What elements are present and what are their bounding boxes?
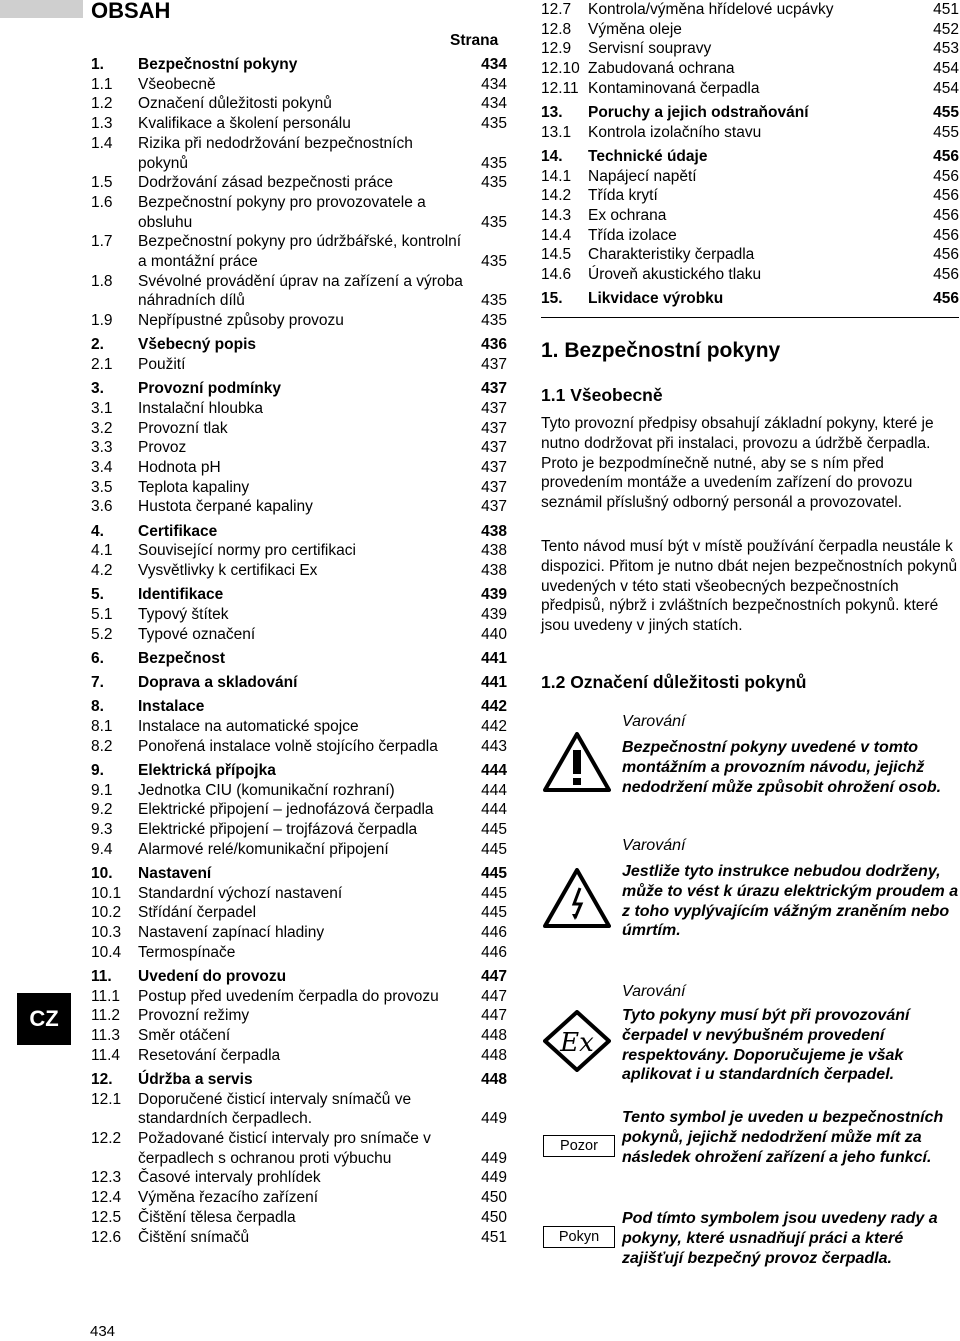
toc-entry-number: 12.11 bbox=[541, 79, 579, 97]
toc-entry-number: 3. bbox=[91, 380, 104, 398]
toc-entry-number: 8.2 bbox=[91, 737, 113, 755]
toc-entry-title: Poruchy a jejich odstraňování bbox=[588, 104, 809, 122]
toc-entry[interactable] bbox=[91, 458, 507, 478]
toc-entry[interactable] bbox=[91, 737, 507, 757]
toc-entry[interactable] bbox=[541, 79, 959, 99]
toc-entry-page: 444 bbox=[481, 781, 507, 799]
toc-left-column bbox=[91, 55, 507, 1247]
warning-text-1: Bezpečnostní pokyny uvedené v tomto montážním a provozním návodu, jejichž nedodržení může způsobit ohrožení osob. bbox=[622, 739, 942, 796]
toc-entry-page: 435 bbox=[481, 115, 507, 133]
toc-entry-number: 3.3 bbox=[91, 439, 113, 457]
toc-entry-number: 10.3 bbox=[91, 924, 122, 942]
toc-entry[interactable] bbox=[91, 94, 507, 114]
toc-entry-title: Směr otáčení bbox=[138, 1027, 231, 1045]
toc-entry-page: 435 bbox=[481, 253, 507, 271]
toc-entry-number: 12.1 bbox=[91, 1090, 122, 1108]
pokyn-note-text: Pod tímto symbolem jsou uvedeny rady a pokyny, které usnadňují práci a které zajišťují bezpečný provoz čerpadla. bbox=[622, 1210, 938, 1267]
toc-entry[interactable] bbox=[541, 167, 959, 187]
toc-entry-number: 11.3 bbox=[91, 1027, 121, 1045]
toc-entry[interactable] bbox=[541, 226, 959, 246]
toc-entry[interactable] bbox=[91, 311, 507, 331]
toc-entry-page: 456 bbox=[933, 290, 959, 308]
toc-entry[interactable] bbox=[91, 193, 507, 232]
toc-title: OBSAH bbox=[91, 0, 171, 23]
toc-entry-title: Třída izolace bbox=[588, 226, 677, 244]
toc-entry-title: Kontrola izolačního stavu bbox=[588, 123, 762, 141]
toc-entry[interactable] bbox=[91, 419, 507, 439]
toc-entry-title: Hodnota pH bbox=[138, 459, 221, 477]
toc-entry[interactable] bbox=[91, 761, 507, 781]
toc-entry-number: 4.1 bbox=[91, 542, 113, 560]
toc-entry-page: 445 bbox=[481, 821, 507, 839]
toc-entry-title: Provozní režimy bbox=[138, 1007, 250, 1025]
toc-entry-page: 456 bbox=[933, 147, 959, 165]
toc-entry-page: 441 bbox=[481, 674, 507, 692]
toc-entry-title: Standardní výchozí nastavení bbox=[138, 884, 343, 902]
toc-entry-page: 443 bbox=[481, 737, 507, 755]
toc-entry[interactable] bbox=[541, 147, 959, 167]
toc-entry[interactable] bbox=[541, 103, 959, 123]
toc-entry-page: 445 bbox=[481, 884, 507, 902]
toc-entry-page: 450 bbox=[481, 1208, 507, 1226]
warning-label-2: Varování bbox=[622, 837, 686, 854]
toc-entry-number: 3.2 bbox=[91, 419, 113, 437]
toc-entry-number: 1.6 bbox=[91, 193, 113, 211]
toc-entry-title: Výměna oleje bbox=[588, 20, 682, 38]
toc-entry-page: 448 bbox=[481, 1027, 507, 1045]
toc-entry-page: 439 bbox=[481, 586, 507, 604]
toc-entry-number: 14.1 bbox=[541, 167, 572, 185]
toc-entry[interactable] bbox=[91, 1046, 507, 1066]
toc-entry-number: 12.5 bbox=[91, 1208, 122, 1226]
toc-entry[interactable] bbox=[91, 1026, 507, 1046]
toc-entry-page: 445 bbox=[481, 904, 507, 922]
toc-entry-number: 7. bbox=[91, 674, 104, 692]
toc-entry-page: 437 bbox=[481, 380, 507, 398]
toc-entry-title: Kvalifikace a školení personálu bbox=[138, 115, 351, 133]
toc-entry-page: 450 bbox=[481, 1189, 507, 1207]
toc-entry[interactable] bbox=[91, 987, 507, 1007]
toc-entry-number: 1.3 bbox=[91, 115, 113, 133]
ex-symbol-icon bbox=[543, 1010, 611, 1077]
toc-entry-title: Čištění snímačů bbox=[138, 1228, 250, 1246]
toc-entry-number: 3.5 bbox=[91, 478, 113, 496]
toc-entry[interactable] bbox=[91, 1228, 507, 1248]
toc-entry-number: 9.2 bbox=[91, 801, 113, 819]
toc-entry-title: Nepřípustné způsoby provozu bbox=[138, 312, 344, 330]
toc-entry-page: 434 bbox=[481, 56, 507, 73]
toc-entry[interactable] bbox=[91, 379, 507, 399]
toc-entry-number: 9.3 bbox=[91, 821, 113, 839]
toc-entry-title: Instalační hloubka bbox=[138, 399, 263, 417]
toc-entry-title: Jednotka CIU (komunikační rozhraní) bbox=[138, 781, 395, 799]
toc-entry-number: 10. bbox=[91, 864, 113, 882]
toc-entry-title: Všeobecně bbox=[138, 75, 216, 93]
toc-entry-page: 447 bbox=[481, 1007, 507, 1025]
toc-entry[interactable] bbox=[91, 335, 507, 355]
toc-entry-title: Bezpečnostní pokyny bbox=[138, 56, 298, 73]
toc-entry-number: 11.4 bbox=[91, 1046, 121, 1064]
toc-entry-page: 445 bbox=[481, 840, 507, 858]
toc-entry[interactable] bbox=[91, 1188, 507, 1208]
toc-entry[interactable] bbox=[91, 75, 507, 95]
toc-entry-title: Instalace bbox=[138, 698, 205, 716]
toc-entry-number: 12. bbox=[91, 1070, 113, 1088]
toc-entry[interactable] bbox=[91, 717, 507, 737]
toc-entry-page: 444 bbox=[481, 801, 507, 819]
toc-entry-page: 435 bbox=[481, 154, 507, 172]
toc-entry-title: Nastavení bbox=[138, 864, 212, 882]
toc-entry-title: Uvedení do provozu bbox=[138, 967, 287, 985]
pozor-symbol-box: Pozor bbox=[543, 1135, 615, 1157]
toc-entry-title: Čištění tělesa čerpadla bbox=[138, 1208, 296, 1226]
toc-entry-title: Instalace na automatické spojce bbox=[138, 718, 359, 735]
toc-entry[interactable] bbox=[91, 272, 507, 311]
toc-entry-title: Doporučené čisticí intervaly snímačů ve standardních čerpadlech. bbox=[138, 1090, 412, 1128]
toc-entry-page: 437 bbox=[481, 459, 507, 477]
toc-entry-number: 13.1 bbox=[541, 123, 572, 141]
toc-entry[interactable] bbox=[541, 123, 959, 143]
toc-entry-page: 446 bbox=[481, 924, 507, 942]
toc-entry[interactable] bbox=[541, 245, 959, 265]
toc-entry-title: Doprava a skladování bbox=[138, 674, 298, 692]
toc-entry[interactable] bbox=[91, 820, 507, 840]
toc-entry-page: 452 bbox=[933, 20, 959, 38]
toc-entry[interactable] bbox=[91, 864, 507, 884]
toc-entry-page: 434 bbox=[481, 75, 507, 93]
toc-entry[interactable] bbox=[91, 561, 507, 581]
toc-entry[interactable] bbox=[91, 625, 507, 645]
toc-right-column bbox=[541, 0, 959, 309]
toc-entry-page: 456 bbox=[933, 226, 959, 244]
general-paragraph-1: Tyto provozní předpisy obsahují základní pokyny, které je nutno dodržovat při instalaci, provozu a údržbě čerpadla. Proto je bezpodmínečně nutné, aby se s ním před provedením montáže a uvedením zařízení do provozu seznámil příslušný odborný personál a provozovatel. bbox=[541, 415, 934, 512]
toc-entry-number: 9. bbox=[91, 761, 104, 779]
toc-entry-page: 440 bbox=[481, 625, 507, 643]
toc-entry-number: 8. bbox=[91, 698, 104, 716]
toc-entry-title: Elektrická přípojka bbox=[138, 761, 276, 779]
toc-entry-page: 444 bbox=[481, 761, 507, 779]
toc-entry-number: 14.2 bbox=[541, 187, 572, 205]
toc-entry-page: 447 bbox=[481, 967, 507, 985]
toc-entry-page: 434 bbox=[481, 95, 507, 113]
toc-entry[interactable] bbox=[541, 39, 959, 59]
toc-entry-number: 9.1 bbox=[91, 781, 113, 799]
toc-entry-page: 455 bbox=[933, 104, 959, 122]
toc-entry-page: 456 bbox=[933, 266, 959, 284]
language-tab: CZ bbox=[17, 993, 71, 1045]
toc-entry[interactable] bbox=[91, 1090, 507, 1129]
toc-entry-title: Všebecný popis bbox=[138, 336, 257, 354]
toc-entry-title: Bezpečnost bbox=[138, 649, 225, 667]
toc-entry-page: 446 bbox=[481, 943, 507, 961]
toc-entry[interactable] bbox=[91, 355, 507, 375]
toc-entry-page: 439 bbox=[481, 605, 507, 623]
toc-entry-number: 15. bbox=[541, 290, 563, 308]
toc-entry[interactable] bbox=[91, 923, 507, 943]
toc-entry-title: Provozní tlak bbox=[138, 419, 228, 437]
toc-entry[interactable] bbox=[541, 289, 959, 309]
toc-entry[interactable] bbox=[91, 438, 507, 458]
toc-entry-title: Ponořená instalace volně stojícího čerpadla bbox=[138, 737, 438, 755]
toc-entry-title: Údržba a servis bbox=[138, 1070, 253, 1088]
general-paragraph-2: Tento návod musí být v místě používání čerpadla neustále k dispozici. Přitom je nutno dbát nejen bezpečnostních pokynů uvedených v této stati všeobecných bezpečnostních předpisů, nýbrž i zvláštních bezpečnostních pokynů. které jsou uvedeny v jiných statích. bbox=[541, 538, 958, 635]
toc-entry[interactable] bbox=[91, 1208, 507, 1228]
toc-entry[interactable] bbox=[91, 478, 507, 498]
toc-entry-number: 6. bbox=[91, 649, 104, 667]
toc-entry-title: Alarmové relé/komunikační připojení bbox=[138, 840, 389, 858]
toc-entry-title: Termospínače bbox=[138, 943, 236, 961]
warning-text-3: Tyto pokyny musí být při provozování čerpadel v nevýbušném provedení respektovány. Doporučujeme je však aplikovat i u standardních čerpadel. bbox=[622, 1007, 910, 1084]
toc-entry[interactable] bbox=[91, 55, 507, 75]
toc-entry[interactable] bbox=[91, 173, 507, 193]
toc-entry-title: Vysvětlivky k certifikaci Ex bbox=[138, 562, 318, 580]
toc-entry-title: Identifikace bbox=[138, 586, 224, 604]
toc-entry-number: 9.4 bbox=[91, 840, 113, 858]
toc-entry-page: 442 bbox=[481, 698, 507, 716]
toc-entry-number: 14.3 bbox=[541, 207, 572, 225]
toc-entry-page: 456 bbox=[933, 167, 959, 185]
toc-entry-page: 441 bbox=[481, 649, 507, 667]
toc-entry[interactable] bbox=[541, 206, 959, 226]
toc-entry-title: Časové intervaly prohlídek bbox=[138, 1169, 321, 1187]
toc-entry-page: 437 bbox=[481, 356, 507, 374]
toc-entry[interactable] bbox=[91, 884, 507, 904]
toc-entry[interactable] bbox=[91, 399, 507, 419]
svg-text:Ex: Ex bbox=[560, 1028, 594, 1058]
toc-entry-number: 12.4 bbox=[91, 1189, 122, 1207]
toc-entry-number: 14.4 bbox=[541, 226, 572, 244]
toc-entry-number: 5. bbox=[91, 586, 104, 604]
toc-entry-number: 1.1 bbox=[91, 75, 113, 93]
toc-entry-title: Požadované čisticí intervaly pro snímače v čerpadlech s ochranou proti výbuchu bbox=[138, 1130, 431, 1167]
toc-entry[interactable] bbox=[91, 781, 507, 801]
toc-entry-number: 4.2 bbox=[91, 562, 113, 580]
toc-entry-title: Rizika při nedodržování bezpečnostních pokynů bbox=[138, 134, 413, 172]
toc-entry-number: 12.2 bbox=[91, 1130, 122, 1148]
subsection-heading-general: 1.1 Všeobecně bbox=[541, 385, 663, 405]
warning-triangle-icon bbox=[543, 732, 611, 797]
toc-entry-number: 10.1 bbox=[91, 884, 122, 902]
toc-entry-title: Hustota čerpané kapaliny bbox=[138, 498, 313, 516]
toc-entry-page: 442 bbox=[481, 718, 507, 735]
toc-entry-title: Použití bbox=[138, 356, 186, 374]
toc-entry-number: 11.1 bbox=[91, 987, 121, 1005]
toc-entry[interactable] bbox=[91, 673, 507, 693]
toc-entry-title: Certifikace bbox=[138, 522, 218, 540]
toc-entry-number: 1.7 bbox=[91, 233, 113, 251]
toc-entry[interactable] bbox=[541, 20, 959, 40]
toc-entry-page: 454 bbox=[933, 79, 959, 97]
toc-entry-title: Technické údaje bbox=[588, 147, 708, 165]
toc-entry-number: 10.2 bbox=[91, 904, 122, 922]
toc-entry[interactable] bbox=[91, 232, 507, 271]
toc-entry-title: Nastavení zapínací hladiny bbox=[138, 924, 325, 942]
toc-entry-title: Označení důležitosti pokynů bbox=[138, 95, 332, 113]
section-divider bbox=[541, 317, 959, 318]
toc-entry-title: Dodržování zásad bezpečnosti práce bbox=[138, 174, 394, 192]
toc-entry[interactable] bbox=[91, 605, 507, 625]
toc-entry-title: Typové označení bbox=[138, 625, 256, 643]
toc-entry[interactable] bbox=[91, 1070, 507, 1090]
toc-entry-number: 11. bbox=[91, 967, 112, 985]
toc-entry[interactable] bbox=[91, 943, 507, 963]
toc-entry-title: Likvidace výrobku bbox=[588, 290, 724, 308]
toc-entry-number: 2. bbox=[91, 336, 104, 354]
toc-entry-number: 14.5 bbox=[541, 246, 572, 264]
toc-entry-title: Výměna řezacího zařízení bbox=[138, 1189, 319, 1207]
toc-entry[interactable] bbox=[91, 967, 507, 987]
toc-entry[interactable] bbox=[91, 114, 507, 134]
toc-entry-number: 13. bbox=[541, 104, 563, 122]
toc-entry-page: 451 bbox=[481, 1228, 507, 1246]
toc-entry-title: Střídání čerpadel bbox=[138, 904, 257, 922]
toc-entry-number: 4. bbox=[91, 522, 104, 540]
toc-entry-title: Kontaminovaná čerpadla bbox=[588, 79, 760, 97]
toc-entry-title: Kontrola/výměna hřídelové ucpávky bbox=[588, 1, 834, 18]
toc-entry[interactable] bbox=[91, 903, 507, 923]
toc-entry[interactable] bbox=[91, 1129, 507, 1168]
toc-entry-number: 3.6 bbox=[91, 498, 113, 516]
toc-entry-title: Postup před uvedením čerpadla do provozu bbox=[138, 987, 439, 1005]
electric-hazard-icon bbox=[543, 868, 611, 933]
toc-entry-number: 5.1 bbox=[91, 605, 113, 623]
pozor-note-text: Tento symbol je uveden u bezpečnostních pokynů, jejichž nedodržení může mít za následek ohrožení zařízení a jeho funkcí. bbox=[622, 1109, 944, 1166]
warning-label-3: Varování bbox=[622, 983, 686, 1000]
toc-entry-title: Bezpečnostní pokyny pro provozovatele a obsluhu bbox=[138, 193, 426, 231]
toc-entry-number: 10.4 bbox=[91, 943, 122, 961]
toc-entry-page: 436 bbox=[481, 336, 507, 354]
toc-entry[interactable] bbox=[91, 585, 507, 605]
toc-entry[interactable] bbox=[91, 541, 507, 561]
page-number: 434 bbox=[90, 1323, 116, 1340]
toc-entry-number: 1.5 bbox=[91, 174, 113, 192]
toc-entry-title: Charakteristiky čerpadla bbox=[588, 246, 755, 264]
toc-entry-number: 1.8 bbox=[91, 272, 113, 290]
toc-entry-page: 435 bbox=[481, 213, 507, 231]
toc-entry-page: 456 bbox=[933, 246, 959, 264]
toc-entry-number: 3.4 bbox=[91, 459, 113, 477]
warning-label-1: Varování bbox=[622, 713, 686, 730]
toc-entry[interactable] bbox=[541, 59, 959, 79]
toc-entry-page: 454 bbox=[933, 60, 959, 78]
toc-entry-page: 437 bbox=[481, 439, 507, 457]
toc-entry-title: Napájecí napětí bbox=[588, 167, 697, 185]
toc-entry-title: Elektrické připojení – trojfázová čerpadla bbox=[138, 821, 418, 839]
toc-entry-number: 12.10 bbox=[541, 60, 580, 78]
toc-entry-number: 12.3 bbox=[91, 1169, 122, 1187]
toc-entry-number: 14. bbox=[541, 147, 563, 165]
toc-entry-page: 438 bbox=[481, 522, 507, 540]
toc-entry-number: 12.8 bbox=[541, 20, 572, 38]
toc-entry-page: 437 bbox=[481, 498, 507, 516]
toc-entry-page: 455 bbox=[933, 123, 959, 141]
toc-entry-page: 435 bbox=[481, 292, 507, 310]
toc-entry-title: Provozní podmínky bbox=[138, 380, 281, 398]
warning-text-2: Jestliže tyto instrukce nebudou dodrženy, může to vést k úrazu elektrickým proudem a z toho vyplývajícím vážným zraněním nebo úmrtím. bbox=[622, 863, 959, 940]
toc-entry[interactable] bbox=[541, 186, 959, 206]
toc-entry-title: Teplota kapaliny bbox=[138, 478, 250, 496]
toc-entry-page: 445 bbox=[481, 864, 507, 882]
toc-entry-number: 1.4 bbox=[91, 134, 113, 152]
toc-entry-title: Bezpečnostní pokyny pro údržbářské, kontrolní a montážní práce bbox=[138, 233, 462, 271]
toc-entry-page: 449 bbox=[481, 1169, 507, 1187]
toc-entry-page: 438 bbox=[481, 562, 507, 580]
toc-entry-page: 437 bbox=[481, 399, 507, 417]
toc-entry-number: 12.9 bbox=[541, 40, 572, 58]
toc-entry-title: Servisní soupravy bbox=[588, 40, 712, 58]
toc-entry-title: Resetování čerpadla bbox=[138, 1046, 281, 1064]
toc-entry[interactable] bbox=[91, 1168, 507, 1188]
toc-entry-title: Svévolné provádění úprav na zařízení a výroba náhradních dílů bbox=[138, 272, 463, 310]
toc-entry-page: 449 bbox=[481, 1110, 507, 1128]
toc-entry-number: 8.1 bbox=[91, 718, 113, 735]
toc-entry-page: 438 bbox=[481, 542, 507, 560]
toc-entry-page: 448 bbox=[481, 1070, 507, 1088]
toc-entry-title: Provoz bbox=[138, 439, 187, 457]
toc-entry-title: Zabudovaná ochrana bbox=[588, 60, 735, 78]
toc-entry-number: 11.2 bbox=[91, 1007, 121, 1025]
toc-entry-page: 449 bbox=[481, 1149, 507, 1167]
toc-entry-title: Úroveň akustického tlaku bbox=[588, 266, 762, 284]
subsection-heading-markings: 1.2 Označení důležitosti pokynů bbox=[541, 672, 807, 692]
toc-entry-number: 1.2 bbox=[91, 95, 113, 113]
toc-entry-number: 12.7 bbox=[541, 1, 572, 18]
toc-entry-page: 435 bbox=[481, 174, 507, 192]
toc-entry[interactable] bbox=[541, 265, 959, 285]
page-column-header: Strana bbox=[450, 32, 499, 49]
toc-entry-title: Související normy pro certifikaci bbox=[138, 542, 356, 560]
toc-entry-title: Ex ochrana bbox=[588, 207, 667, 225]
toc-entry-number: 12.6 bbox=[91, 1228, 122, 1246]
toc-entry-page: 437 bbox=[481, 478, 507, 496]
toc-entry[interactable] bbox=[91, 840, 507, 860]
toc-entry-number: 1. bbox=[91, 56, 104, 73]
toc-entry-page: 448 bbox=[481, 1046, 507, 1064]
toc-entry-title: Třída krytí bbox=[588, 187, 658, 205]
toc-entry-page: 451 bbox=[933, 1, 959, 18]
toc-entry[interactable] bbox=[541, 0, 959, 20]
toc-entry-page: 456 bbox=[933, 187, 959, 205]
toc-entry[interactable] bbox=[91, 649, 507, 669]
toc-entry-number: 14.6 bbox=[541, 266, 572, 284]
toc-entry-number: 5.2 bbox=[91, 625, 113, 643]
pokyn-symbol-box: Pokyn bbox=[543, 1226, 615, 1248]
toc-entry[interactable] bbox=[91, 1006, 507, 1026]
toc-entry-page: 437 bbox=[481, 419, 507, 437]
toc-entry-page: 453 bbox=[933, 40, 959, 58]
toc-entry[interactable] bbox=[91, 522, 507, 542]
toc-entry[interactable] bbox=[91, 497, 507, 517]
toc-entry-title: Elektrické připojení – jednofázová čerpadla bbox=[138, 801, 434, 819]
toc-entry-title: Typový štítek bbox=[138, 605, 229, 623]
header-band bbox=[0, 0, 83, 18]
toc-entry-number: 1.9 bbox=[91, 312, 113, 330]
toc-entry-number: 3.1 bbox=[91, 399, 113, 417]
toc-entry[interactable] bbox=[91, 134, 507, 173]
section-heading: 1. Bezpečnostní pokyny bbox=[541, 339, 781, 362]
toc-entry-number: 2.1 bbox=[91, 356, 113, 374]
toc-entry-page: 447 bbox=[481, 987, 507, 1005]
toc-entry[interactable] bbox=[91, 697, 507, 717]
toc-entry-page: 435 bbox=[481, 312, 507, 330]
toc-entry-page: 456 bbox=[933, 207, 959, 225]
toc-entry[interactable] bbox=[91, 800, 507, 820]
